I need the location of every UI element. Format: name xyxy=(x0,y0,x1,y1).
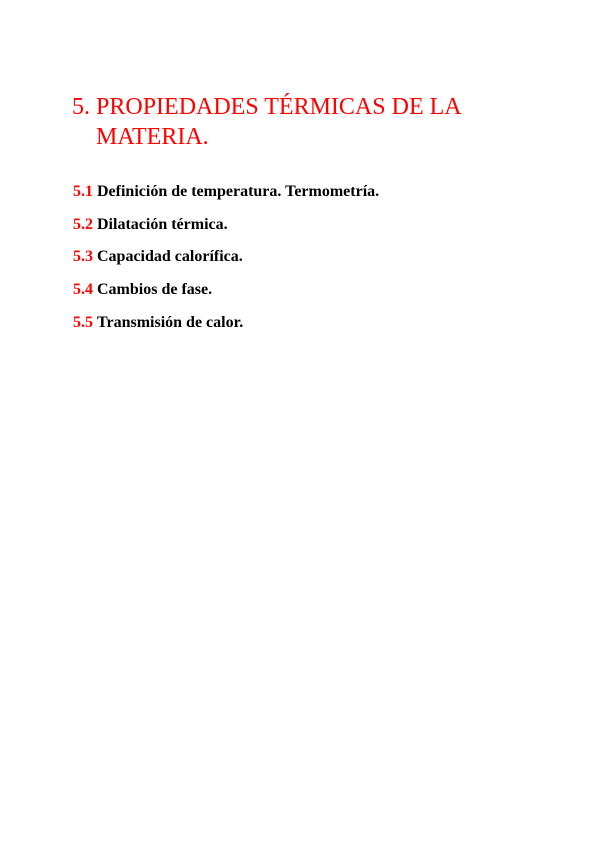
section-number: 5.2 xyxy=(73,215,93,233)
section-item xyxy=(73,247,379,280)
chapter-title-line1: PROPIEDADES TÉRMICAS DE LA xyxy=(96,94,462,120)
section-item xyxy=(73,313,379,346)
chapter-number: 5. xyxy=(72,94,90,120)
section-list xyxy=(73,182,379,345)
section-title: Definición de temperatura. Termometría. xyxy=(97,183,380,200)
section-number: 5.3 xyxy=(73,248,93,266)
section-title: Cambios de fase. xyxy=(97,281,213,299)
chapter-title xyxy=(72,92,542,152)
section-item xyxy=(73,182,379,215)
section-number: 5.5 xyxy=(73,313,93,331)
chapter-title-line2: MATERIA. xyxy=(96,124,209,150)
section-title: Capacidad calorífica. xyxy=(97,248,243,266)
section-number: 5.1 xyxy=(73,183,93,200)
section-number: 5.4 xyxy=(73,281,93,299)
section-title: Dilatación térmica. xyxy=(97,215,228,233)
section-title: Transmisión de calor. xyxy=(97,313,244,331)
section-item xyxy=(73,215,379,248)
section-item xyxy=(73,280,379,313)
